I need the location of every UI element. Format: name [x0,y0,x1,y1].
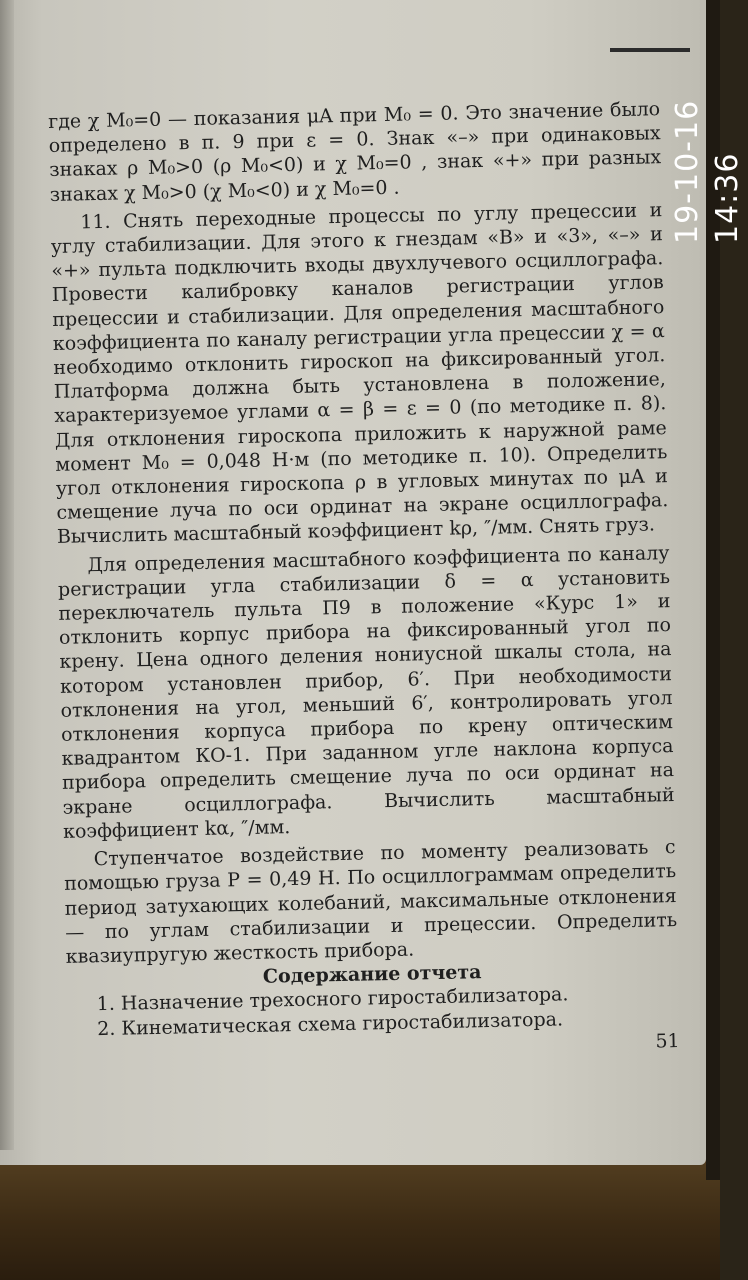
page-edge [0,0,14,1150]
list-item-1: 1. Назначение трехосного гиростабилизатора. [96,983,569,1016]
paragraph-2: 11. Снять переходные процессы по углу прецессии и углу стабилизации. Для этого к гнездам «В» и «3», «–» и «+» пульта подключить входы двухлучевого осциллографа. Провести калибровку каналов регистрации углов прецессии и стабилизации. Для определения масштабного коэффициента по каналу регистрации угла прецессии χ = α необходимо отклонить гироскоп на фиксированный угол. Платформа должна быть установлена в положение, характеризуемое углами α = β = ε = 0 (по методике п. 8). Для отклонения гироскопа приложить к наружной раме момент M₀ = 0,048 Н·м (по методике п. 10). Определить угол отклонения гироскопа ρ в угловых минутах по μA и смещение луча по оси ординат на экране осциллографа. Вычислить масштабный коэффициент kρ, ″/мм. Снять груз. [50,198,669,549]
photo-timestamp: 19-10-16 14:36 [670,99,745,244]
paragraph-1: где χ M₀=0 — показания μA при M₀ = 0. Это значение было определено в п. 9 при ε = 0. Знак «–» при одинаковых знаках ρ M₀>0 (ρ M₀<0) и χ M₀=0 , знак «+» при разных знаках χ M₀>0 (χ M₀<0) и χ M₀=0 . [48,98,662,206]
paragraph-4: Ступенчатое воздействие по моменту реализовать с помощью груза P = 0,49 Н. По осциллограммам определить период затухающих колебаний, максимальные отклонения — по углам стабилизации и прецессии. Определить квазиупругую жесткость прибора. [63,836,678,968]
list-item-2: 2. Кинематическая схема гиростабилизатора. [97,1007,564,1040]
section-heading: Содержание отчета [262,961,482,988]
page-number: 51 [655,1029,680,1053]
page-text [48,97,680,1066]
paragraph-3: Для определения масштабного коэффициента по каналу регистрации угла стабилизации δ = α установить переключатель пульта П9 в положение «Курс 1» и отклонить корпус прибора на фиксированный угол по крену. Цена одного деления нониусной шкалы стола, на котором установлен прибор, 6′. При необходимости отклонения на угол, меньший 6′, контролировать угол отклонения корпуса прибора по крену оптическим квадрантом КО-1. При заданном угле наклона корпуса прибора определить смещение луча по оси ординат на экране осциллографа. Вычислить масштабный коэффициент kα, ″/мм. [57,541,675,843]
